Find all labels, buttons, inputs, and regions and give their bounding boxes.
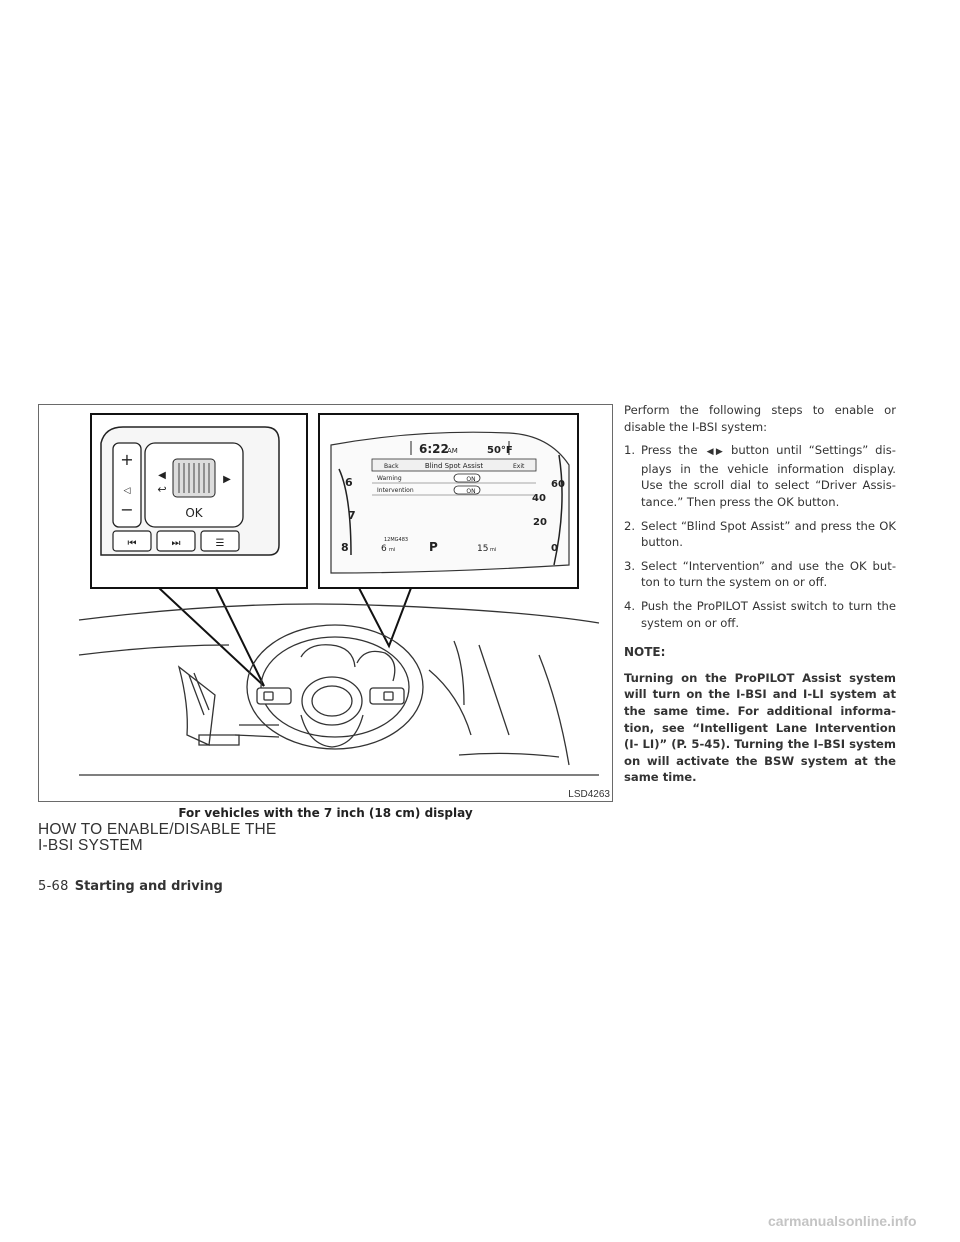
svg-text:▶: ▶	[223, 474, 231, 485]
svg-text:◀: ◀	[158, 470, 166, 481]
speedo-60: 60	[551, 479, 565, 490]
dashboard-drawing	[79, 604, 599, 775]
tach-7: 7	[348, 509, 356, 522]
figure-caption: For vehicles with the 7 inch (18 cm) display	[178, 806, 473, 820]
speedo-0: 0	[551, 543, 558, 554]
switch-panel-inset	[91, 414, 307, 588]
step-1	[624, 442, 896, 510]
section-heading-line2: I-BSI SYSTEM	[38, 837, 143, 854]
display-exit: Exit	[513, 463, 525, 470]
display-left-value: 6	[381, 544, 387, 554]
speedo-20: 20	[533, 517, 547, 528]
display-range-label: 12MG483	[384, 537, 409, 543]
section-heading	[38, 822, 276, 854]
step-number: 1.	[624, 443, 636, 458]
speedo-40: 40	[532, 493, 546, 504]
step-2	[624, 518, 896, 551]
display-ampm: AM	[447, 447, 458, 455]
display-left-unit: mi	[389, 547, 396, 553]
watermark: carmanualsonline.info	[768, 1213, 917, 1229]
step-text: Select “Blind Spot Assist” and press the OK button.	[641, 518, 896, 550]
svg-text:−: −	[120, 500, 134, 519]
step-4	[624, 598, 896, 631]
display-time: 6:22	[419, 442, 449, 456]
display-right-unit: mi	[490, 547, 497, 553]
svg-text:◁: ◁	[123, 486, 131, 496]
svg-text:☰: ☰	[215, 538, 225, 549]
step-text: Push the ProPILOT Assist switch to turn the system on or off.	[641, 598, 896, 630]
step-text-before: Press the	[641, 443, 698, 458]
tach-6: 6	[345, 476, 353, 489]
display-row-intervention-value: ON	[466, 488, 476, 495]
display-row-warning-value: ON	[466, 476, 476, 483]
step-text: Select “Intervention” and use the OK but- ton to turn the system on or off.	[641, 558, 896, 590]
page-number: 5-68	[38, 879, 69, 894]
section-heading-line1: HOW TO ENABLE/DISABLE THE	[38, 821, 277, 838]
svg-text:+: +	[120, 450, 134, 469]
svg-text:⏭: ⏭	[171, 538, 181, 549]
intro-paragraph: Perform the following steps to enable or disable the I-BSI system:	[624, 403, 896, 434]
display-row-intervention: Intervention	[377, 487, 414, 494]
step-text-after: button until “Settings” dis- plays in the vehicle information display. Use the scroll dial to select “Driver Assis- tance.” Then press the OK button.	[641, 443, 896, 509]
note-label: NOTE:	[624, 645, 666, 660]
page-footer	[38, 879, 223, 894]
ok-label: OK	[185, 506, 203, 520]
callout-lines	[159, 588, 411, 686]
steering-wheel-illustration	[39, 405, 614, 803]
display-gear: P	[429, 540, 438, 554]
display-row-warning: Warning	[377, 475, 402, 482]
tach-8: 8	[341, 541, 349, 554]
display-temp: 50°F	[487, 445, 513, 456]
figure-illustration	[38, 404, 613, 802]
note-text: Turning on the ProPILOT Assist system will turn on the I-BSI and I-LI system at the same time. For additional informa- tion, see “Intelligent Lane Intervention (I- LI)” (P. 5-45). Turning the I–BSI system on will activate the BSW system at the same time.	[624, 670, 896, 785]
step-number: 2.	[624, 518, 636, 533]
body-text	[624, 402, 896, 786]
chapter-title: Starting and driving	[74, 879, 223, 894]
meter-display-inset	[319, 414, 578, 588]
svg-text:↩: ↩	[157, 483, 167, 496]
display-right-value: 15	[477, 544, 489, 554]
step-number: 3.	[624, 558, 636, 573]
step-number: 4.	[624, 598, 636, 613]
display-back: Back	[384, 463, 399, 470]
step-3	[624, 558, 896, 591]
svg-text:⏮: ⏮	[127, 538, 137, 549]
figure-code: LSD4263	[568, 789, 610, 800]
display-title: Blind Spot Assist	[424, 462, 484, 470]
left-right-arrows-icon: ◀▶	[703, 447, 725, 458]
